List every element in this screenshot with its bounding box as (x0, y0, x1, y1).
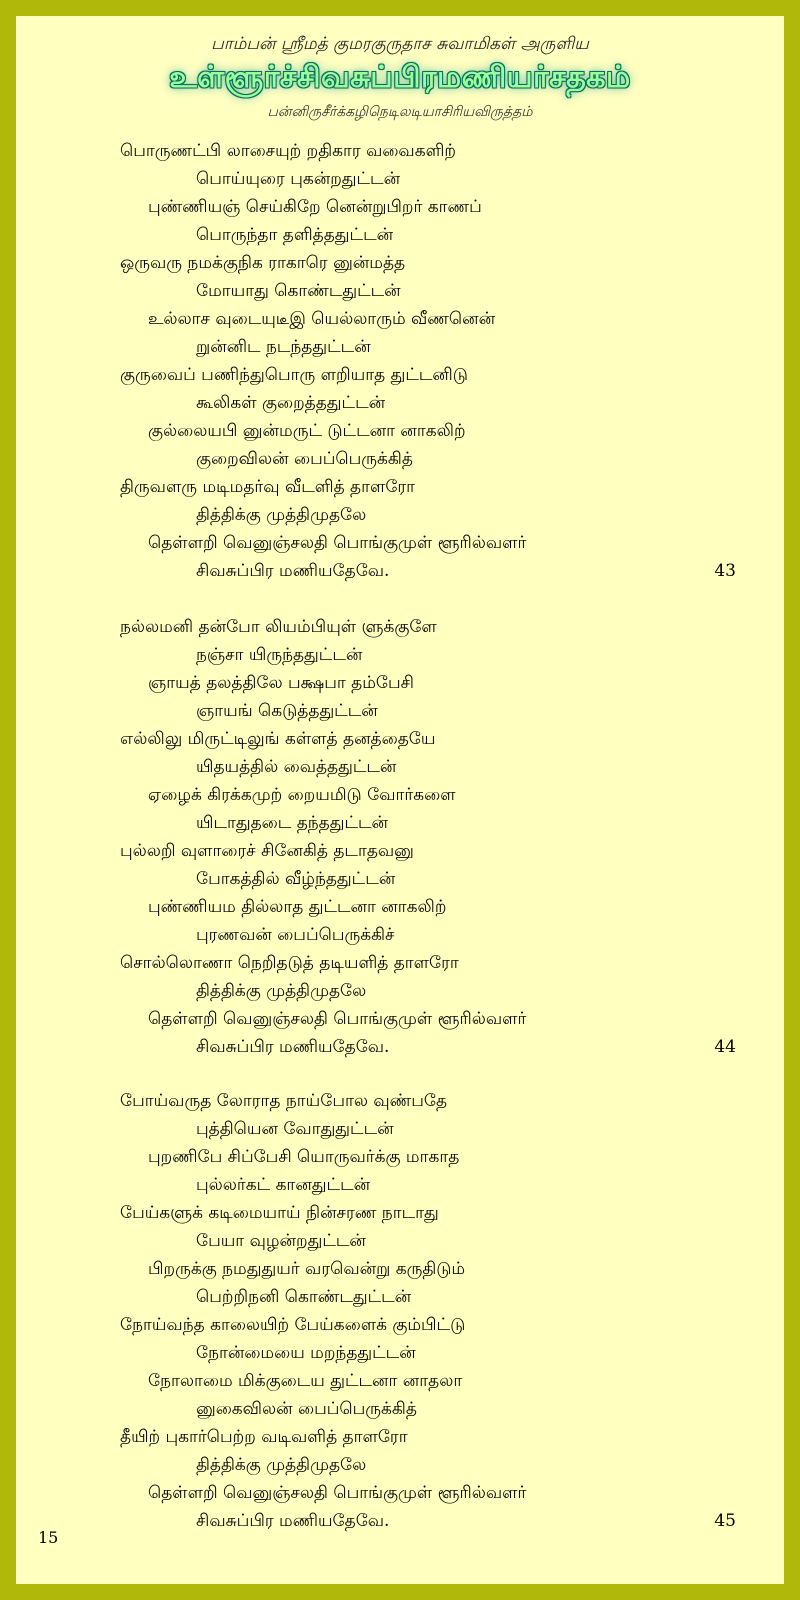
page (16, 16, 784, 1584)
author-heading: பாம்பன் ஸ்ரீமத் குமரகுருதாச சுவாமிகள் அருளிய (211, 34, 589, 54)
verse-line: றுன்னிட நடந்ததுட்டன் (196, 337, 371, 357)
verse-line: குருவைப் பணிந்துபொரு ளறியாத துட்டனிடு (120, 365, 468, 385)
verse-line: யிதயத்தில் வைத்ததுட்டன் (196, 757, 397, 777)
verse-line: பெற்றிநனி கொண்டதுட்டன் (196, 1287, 412, 1307)
verse-line: குல்லையபி னுன்மருட் டுட்டனா னாகலிற் (148, 421, 466, 441)
verse-line: பேய்களுக் கடிமையாய் நின்சரண நாடாது (120, 1203, 439, 1223)
verse-line: உல்லாச வுடையுடீஇ யெல்லாரும் வீணனென் (148, 309, 496, 329)
verse-line: ஞாயங் கெடுத்ததுட்டன் (196, 701, 378, 721)
verse-line: புல்லர்கட் கானதுட்டன் (196, 1175, 371, 1195)
verse-line: தெள்ளறி வெனுஞ்சலதி பொங்குமுள் ளூரில்வளர் (148, 1009, 527, 1029)
verse-line: நஞ்சா யிருந்ததுட்டன் (196, 645, 363, 665)
verse-line: நோன்மையை மறந்ததுட்டன் (196, 1343, 416, 1363)
verse-line: போய்வருத லோராத நாய்போல வுண்பதே (120, 1091, 448, 1111)
verse-line: புண்ணியம தில்லாத துட்டனா னாகலிற் (148, 897, 447, 917)
verse-line: நோலாமை மிக்குடைய துட்டனா னாதலா (148, 1371, 463, 1391)
verse-line: நோய்வந்த காலையிற் பேய்களைக் கும்பிட்டு (120, 1315, 466, 1335)
verse-line: கூலிகள் குறைத்ததுட்டன் (196, 393, 386, 413)
verse-line: தித்திக்கு முத்திமுதலே (196, 981, 367, 1001)
verse-line: ஒருவரு நமக்குநிக ராகாரெ னுன்மத்த (120, 253, 406, 273)
verse-line: தித்திக்கு முத்திமுதலே (196, 505, 367, 525)
verse-line: தெள்ளறி வெனுஞ்சலதி பொங்குமுள் ளூரில்வளர் (148, 533, 527, 553)
verse-line: பேயா வுழன்றதுட்டன் (196, 1231, 366, 1251)
verse-line: புத்தியென வோதுதுட்டன் (196, 1119, 394, 1139)
verse-line: போகத்தில் வீழ்ந்ததுட்டன் (196, 869, 396, 889)
verse-line: னுகைவிலன் பைப்பெருக்கித் (196, 1399, 417, 1419)
verse-line: சிவசுப்பிர மணியதேவே. (196, 561, 390, 581)
verse-line: ஞாயத் தலத்திலே பக்ஷபா தம்பேசி (148, 673, 414, 693)
verse-line: திருவளரு மடிமதர்வு வீடளித் தாளரோ (120, 477, 416, 497)
verse-line: நல்லமனி தன்போ லியம்பியுள் ளுக்குளே (120, 617, 437, 637)
verse-line: எல்லிலு மிருட்டிலுங் கள்ளத் தனத்தையே (120, 729, 436, 749)
verse-line: குறைவிலன் பைப்பெருக்கித் (196, 449, 413, 469)
verse-line: தீயிற் புகார்பெற்ற வடிவளித் தாளரோ (120, 1427, 408, 1447)
verse-line: சொல்லொணா நெறிதடுத் தடியளித் தாளரோ (120, 953, 459, 973)
verse-line: மோயாது கொண்டதுட்டன் (196, 281, 401, 301)
book-title: உள்ளூர்ச்சிவசுப்பிரமணியர்சதகம் (169, 60, 631, 95)
verse-line: பொருணட்பி லாசையுற் றதிகார வவைகளிற் (120, 141, 456, 161)
verse-line: பிறருக்கு நமதுதுயர் வரவென்று கருதிடும் (148, 1259, 466, 1279)
verse-line: புண்ணியஞ் செய்கிறே னென்றுபிறர் காணப் (148, 197, 482, 217)
verse-line: ஏழைக் கிரக்கமுற் றையமிடு வோர்களை (148, 785, 456, 805)
page-number: 15 (38, 1528, 59, 1547)
verse-number: 43 (714, 561, 736, 581)
verse-line: யிடாதுதடை தந்ததுட்டன் (196, 813, 389, 833)
verse-number: 45 (714, 1511, 736, 1531)
verse-line: பொருந்தா தளித்ததுட்டன் (196, 225, 394, 245)
verse-line: சிவசுப்பிர மணியதேவே. (196, 1037, 390, 1057)
verse-line: புறணிபே சிப்பேசி யொருவர்க்கு மாகாத (148, 1147, 460, 1167)
verse-line: புல்லறி வுளாரைச் சினேகித் தடாதவனு (120, 841, 414, 861)
metre-subtitle: பன்னிருசீர்க்கழிநெடிலடியாசிரியவிருத்தம் (267, 104, 533, 120)
verse-line: புரணவன் பைப்பெருக்கிச் (196, 925, 395, 945)
verse-line: தெள்ளறி வெனுஞ்சலதி பொங்குமுள் ளூரில்வளர் (148, 1483, 527, 1503)
verse-line: பொய்யுரை புகன்றதுட்டன் (196, 169, 401, 189)
verse-line: சிவசுப்பிர மணியதேவே. (196, 1511, 390, 1531)
verse-number: 44 (714, 1037, 736, 1057)
verse-line: தித்திக்கு முத்திமுதலே (196, 1455, 367, 1475)
